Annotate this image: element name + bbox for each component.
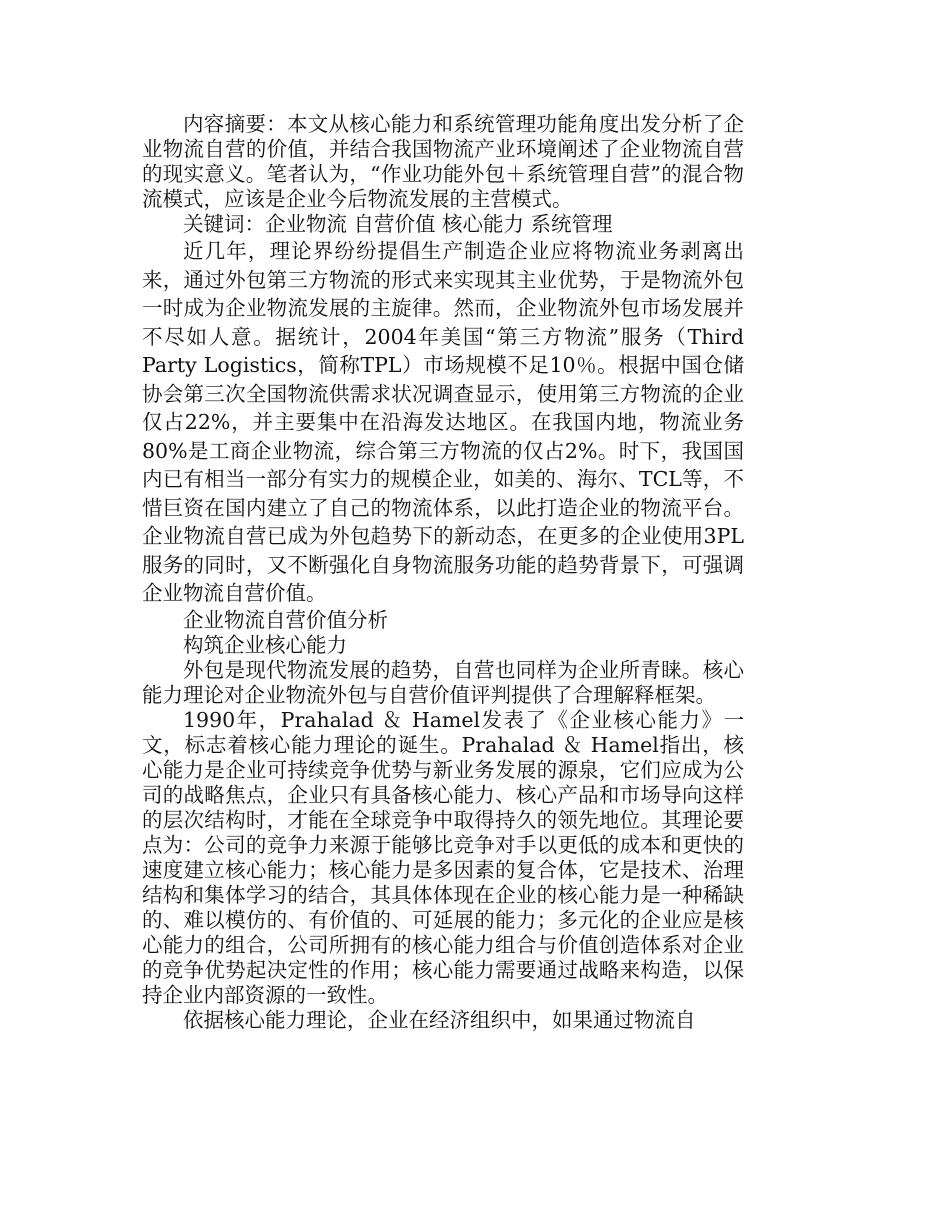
document-body	[142, 112, 744, 1033]
body-paragraph-1990: 1990年，Prahalad ＆ Hamel发表了《企业核心能力》一文，标志着核心能力理论的诞生。Prahalad ＆ Hamel指出，核心能力是企业可持续竞争优势与新业务发展的源泉，它们应成为公司的战略焦点，企业只有具备核心能力、核心产品和市场导向这样的层次结构时，才能在全球竞争中取得持久的领先地位。其理论要点为：公司的竞争力来源于能够比竞争对手以更低的成本和更快的速度建立核心能力；核心能力是多因素的复合体，它是技术、治理结构和集体学习的结合，其具体体现在企业的核心能力是一种稀缺的、难以模仿的、有价值的、可延展的能力；多元化的企业应是核心能力的组合，公司所拥有的核心能力组合与价值创造体系对企业的竞争优势起决定性的作用；核心能力需要通过战略来构造，以保持企业内部资源的一致性。	[142, 707, 744, 1007]
intro-paragraph: 近几年，理论界纷纷提倡生产制造企业应将物流业务剥离出来，通过外包第三方物流的形式来实现其主业优势，于是物流外包一时成为企业物流发展的主旋律。然而，企业物流外包市场发展并不尽如人意。据统计，2004年美国“第三方物流”服务（Third Party Logistics，简称TPL）市场规模不足10％。根据中国仓储协会第三次全国物流供需求状况调查显示，使用第三方物流的企业仅占22%，并主要集中在沿海发达地区。在我国内地，物流业务80%是工商企业物流，综合第三方物流的仅占2%。时下，我国国内已有相当一部分有实力的规模企业，如美的、海尔、TCL等，不惜巨资在国内建立了自己的物流体系，以此打造企业的物流平台。企业物流自营已成为外包趋势下的新动态，在更多的企业使用3PL服务的同时，又不断强化自身物流服务功能的趋势背景下，可强调企业物流自营价值。	[142, 239, 744, 605]
section-heading: 企业物流自营价值分析	[183, 607, 388, 632]
body-paragraph-truncated: 依据核心能力理论，企业在经济组织中，如果通过物流自	[183, 1007, 696, 1032]
body-paragraph-outsourcing: 外包是现代物流发展的趋势，自营也同样为企业所青睐。核心能力理论对企业物流外包与自营价值评判提供了合理解释框架。	[142, 657, 744, 707]
subsection-heading: 构筑企业核心能力	[183, 632, 347, 657]
abstract-paragraph: 内容摘要：本文从核心能力和系统管理功能角度出发分析了企业物流自营的价值，并结合我国物流产业环境阐述了企业物流自营的现实意义。笔者认为，“作业功能外包＋系统管理自营”的混合物流模式，应该是企业今后物流发展的主营模式。	[142, 112, 744, 211]
keywords-paragraph: 关键词：企业物流 自营价值 核心能力 系统管理	[183, 212, 613, 236]
